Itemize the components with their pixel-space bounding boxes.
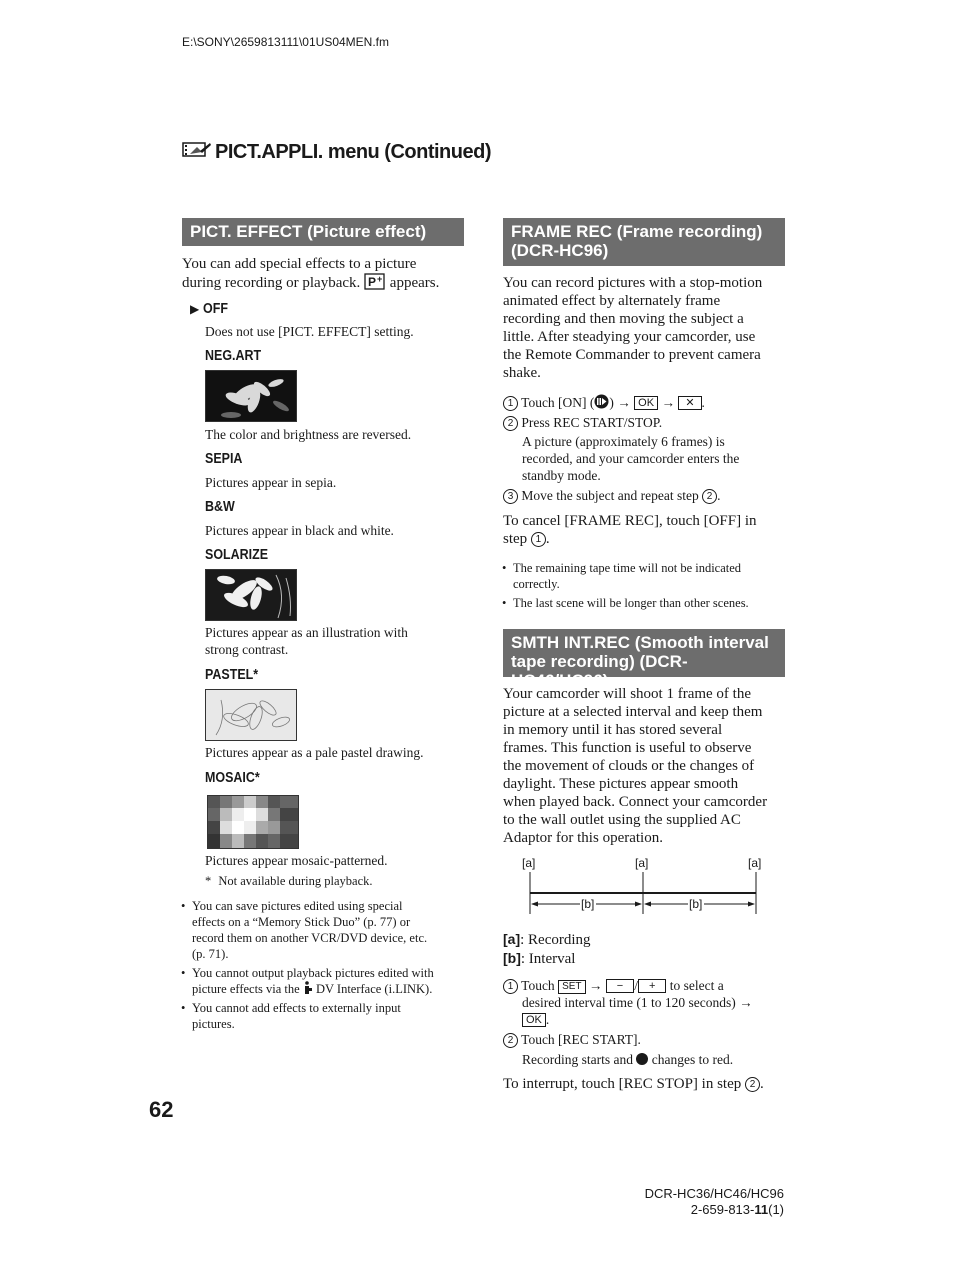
- step-text: Touch [REC START].: [521, 1032, 641, 1047]
- page-number: 62: [149, 1097, 174, 1122]
- pict-effect-heading-text: PICT. EFFECT (Picture effect): [190, 222, 427, 241]
- note-item: [513, 560, 788, 592]
- set-button[interactable]: SET: [558, 980, 585, 994]
- option-desc-line: Pictures appear as an illustration with: [205, 625, 408, 640]
- body-line: to the wall outlet using the supplied AC: [503, 812, 741, 828]
- note-line: effects on a “Memory Stick Duo” (p. 77) or: [192, 915, 411, 929]
- note-item: [192, 965, 472, 999]
- arrow-icon: →: [617, 395, 631, 410]
- footnote-text: Not available during playback.: [218, 874, 373, 888]
- step-text: desired interval time (1 to 120 seconds): [522, 995, 736, 1010]
- option-desc: The color and brightness are reversed.: [205, 427, 412, 442]
- body-line: daylight. These pictures appear smooth: [503, 776, 739, 792]
- note-line: • You cannot output playback pictures edited with: [192, 966, 434, 980]
- body-line: animated effect by alternately frame: [503, 293, 721, 309]
- option-name: SOLARIZE: [205, 547, 269, 563]
- intro-line: You can add special effects to a picture: [182, 256, 417, 272]
- close-button[interactable]: ✕: [678, 396, 701, 410]
- diagram-label-a: [a]: [522, 856, 536, 870]
- option-desc: Does not use [PICT. EFFECT] setting.: [205, 324, 414, 339]
- intro-text: appears.: [389, 275, 440, 291]
- option-desc-line: strong contrast.: [205, 642, 289, 657]
- note-line: correctly.: [513, 577, 560, 591]
- note-line: pictures.: [192, 1017, 235, 1031]
- diagram-label-b: [b]: [689, 897, 703, 911]
- pict-appli-icon: [182, 139, 212, 165]
- body-line: in memory until it has stored several: [503, 722, 723, 738]
- detail-text: Recording starts and: [522, 1052, 633, 1067]
- cancel-line: To cancel [FRAME REC], touch [OFF] in: [503, 513, 757, 529]
- frame-rec-step-2-detail: [522, 433, 787, 484]
- svg-text:+: +: [377, 274, 383, 284]
- arrow-icon: →: [661, 395, 675, 410]
- body-line: You can record pictures with a stop-motion: [503, 275, 763, 291]
- note-line: • You can save pictures edited using special: [192, 899, 403, 913]
- pict-effect-intro: [182, 255, 472, 295]
- step-text: Touch: [521, 978, 555, 993]
- step-text: Touch [ON] (: [521, 395, 595, 410]
- footer-code-part: 2-659-813-: [690, 1202, 755, 1217]
- note-line: (p. 71).: [192, 947, 229, 961]
- frame-rec-cancel: [503, 512, 757, 548]
- option-name: OFF: [203, 301, 229, 317]
- body-line: the movement of clouds or the changes of: [503, 758, 755, 774]
- smth-interrupt: To interrupt, touch [REC STOP] in step 2 .: [503, 1076, 764, 1092]
- footer-model: DCR-HC36/HC46/HC96: [644, 1186, 784, 1201]
- neg-art-sample-image: [205, 370, 297, 422]
- footer-code-part: 11: [754, 1202, 769, 1217]
- step-number: 1: [503, 979, 518, 994]
- footnote: [205, 873, 373, 889]
- option-name: B&W: [205, 499, 235, 515]
- step-ref: 2: [745, 1077, 760, 1092]
- cancel-text: step: [503, 531, 528, 547]
- smth-int-rec-heading: [503, 629, 785, 690]
- step-number: 2: [503, 416, 518, 431]
- legend-key: [b]: [503, 950, 521, 966]
- frame-rec-heading: [503, 218, 785, 266]
- step-text: Press REC START/STOP.: [521, 415, 663, 430]
- interrupt-text: To interrupt, touch [REC STOP] in step: [503, 1076, 742, 1092]
- cancel-line: step 1 .: [503, 531, 550, 547]
- body-line: little. After steadying your camcorder, use: [503, 329, 756, 345]
- legend-key: [a]: [503, 931, 521, 947]
- smth-body: [503, 685, 793, 847]
- step-ref: 2: [702, 489, 717, 504]
- arrow-icon: →: [739, 995, 753, 1010]
- legend-item: [503, 949, 591, 968]
- body-line: picture at a selected interval and keep them: [503, 704, 763, 720]
- frame-rec-heading-line: (DCR-HC96): [511, 241, 609, 260]
- minus-button[interactable]: −: [606, 979, 634, 993]
- note-line: • The last scene will be longer than other scenes.: [513, 596, 749, 610]
- default-marker-icon: ▶: [190, 302, 200, 316]
- body-line: when played back. Connect your camcorder: [503, 794, 768, 810]
- footnote-mark: *: [205, 874, 212, 888]
- interval-diagram: [510, 852, 780, 917]
- option-name: NEG.ART: [205, 348, 262, 364]
- page-title-text: PICT.APPLI. menu (Continued): [215, 140, 491, 163]
- smth-heading-line: tape recording) (DCR-HC46/HC96): [511, 652, 688, 690]
- picture-effect-icon: [364, 273, 386, 295]
- option-desc: Pictures appear in black and white.: [205, 523, 394, 538]
- option-name: PASTEL*: [205, 667, 259, 683]
- smth-step-1-cont: [522, 994, 753, 1011]
- svg-text:P: P: [368, 275, 377, 289]
- mosaic-sample-image: [207, 795, 299, 849]
- legend-item: [503, 930, 591, 949]
- diagram-legend: [503, 930, 591, 968]
- note-line: [192, 981, 472, 999]
- step-text: ): [609, 395, 614, 410]
- note-item: [192, 1000, 467, 1032]
- frame-rec-heading-line: FRAME REC (Frame recording): [511, 222, 763, 241]
- body-line: the Remote Commander to prevent camera: [503, 347, 761, 363]
- step-number: 3: [503, 489, 518, 504]
- smth-step-1-ok: OK .: [522, 1011, 549, 1028]
- body-line: Adaptor for this operation.: [503, 830, 663, 846]
- legend-text: : Recording: [520, 932, 591, 948]
- ok-button[interactable]: OK: [522, 1013, 546, 1027]
- note-line: record them on another VCR/DVD device, etc.: [192, 931, 428, 945]
- note-line: • You cannot add effects to externally input: [192, 1001, 401, 1015]
- footer-code: [691, 1202, 784, 1217]
- smth-step-1: 1 Touch SET → − / + to select a: [503, 977, 724, 994]
- dv-interface-icon: [303, 981, 313, 999]
- frame-rec-step-3: 3 Move the subject and repeat step 2 .: [503, 487, 720, 504]
- legend-text: : Interval: [520, 951, 576, 967]
- note-text: picture effects via the: [192, 982, 300, 996]
- option-desc: Pictures appear in sepia.: [205, 475, 337, 490]
- frame-rec-body: [503, 274, 793, 382]
- body-line: recording and then moving the subject a: [503, 311, 744, 327]
- step-text: Move the subject and repeat step: [521, 488, 699, 503]
- detail-text: changes to red.: [651, 1052, 734, 1067]
- body-line: Your camcorder will shoot 1 frame of the: [503, 686, 751, 702]
- body-line: frames. This function is useful to observe: [503, 740, 752, 756]
- footer-code-part: (1): [768, 1202, 784, 1217]
- frame-rec-icon: [594, 394, 609, 413]
- intro-text: during recording or playback.: [182, 275, 361, 291]
- note-item: [192, 898, 467, 962]
- solarize-sample-image: [205, 569, 297, 621]
- diagram-label-a: [a]: [635, 856, 649, 870]
- step-text: to select a: [669, 978, 724, 993]
- note-item: [513, 595, 788, 611]
- detail-line: A picture (approximately 6 frames) is: [522, 434, 725, 449]
- file-path: E:\SONY\2659813111\01US04MEN.fm: [182, 35, 389, 49]
- ok-button[interactable]: OK: [634, 396, 658, 410]
- smth-step-2: [503, 1031, 641, 1048]
- frame-rec-step-1: 1 Touch [ON] ( ) → OK → ✕ .: [503, 394, 705, 413]
- arrow-icon: →: [588, 978, 603, 993]
- pastel-sample-image: [205, 689, 297, 741]
- diagram-label-a: [a]: [748, 856, 762, 870]
- step-number: 1: [503, 396, 518, 411]
- option-name: MOSAIC*: [205, 770, 260, 786]
- detail-line: standby mode.: [522, 468, 601, 483]
- option-desc: Pictures appear as a pale pastel drawing.: [205, 745, 424, 760]
- option-off: [190, 300, 232, 318]
- body-line: shake.: [503, 365, 541, 381]
- step-ref: 1: [531, 532, 546, 547]
- step-number: 2: [503, 1033, 518, 1048]
- note-line: • The remaining tape time will not be indicated: [513, 561, 742, 575]
- page-title: [182, 139, 491, 165]
- frame-rec-step-2: [503, 414, 662, 431]
- option-desc: [205, 624, 408, 658]
- smth-step-2-detail: [522, 1051, 733, 1068]
- diagram-label-b: [b]: [581, 897, 595, 911]
- intro-line: [182, 273, 472, 295]
- plus-button[interactable]: +: [638, 979, 666, 993]
- record-dot-icon: [636, 1053, 648, 1065]
- detail-line: recorded, and your camcorder enters the: [522, 451, 740, 466]
- note-text: DV Interface (i.LINK).: [315, 982, 433, 996]
- option-name: SEPIA: [205, 451, 243, 467]
- option-desc: Pictures appear mosaic-patterned.: [205, 853, 388, 868]
- pict-effect-heading: [182, 218, 464, 246]
- smth-heading-line: SMTH INT.REC (Smooth interval: [511, 633, 769, 652]
